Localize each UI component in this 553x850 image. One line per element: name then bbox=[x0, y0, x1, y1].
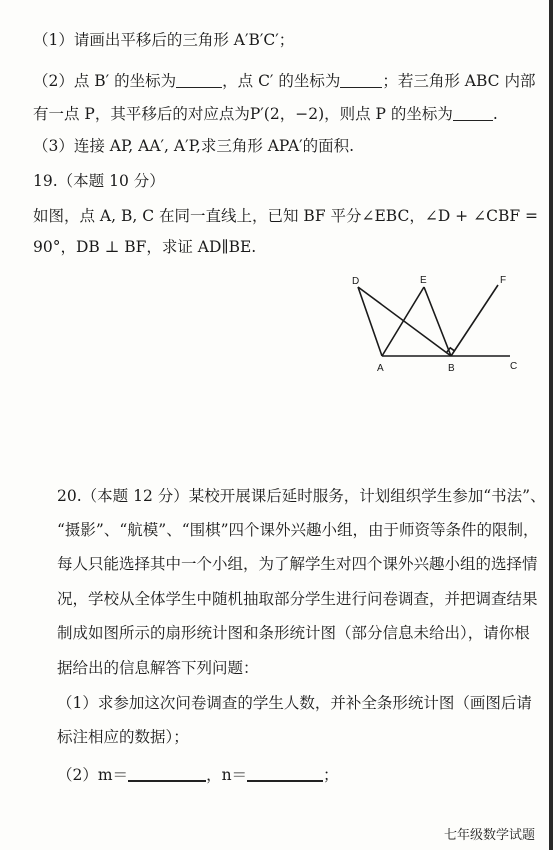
q20-line2: “摄影”、“航模”、“围棋”四个课外兴趣小组，由于师资等条件的限制， bbox=[57, 521, 539, 539]
segment-BF bbox=[451, 285, 498, 356]
q19-text-line1: 如图，点 A, B, C 在同一直线上，已知 BF 平分∠EBC，∠D + ∠CBF = bbox=[33, 207, 539, 225]
q20-line4: 况，学校从全体学生中随机抽取部分学生进行问卷调查，并把调查结果 bbox=[57, 590, 538, 608]
q18-part2-text-c: ；若三角形 ABC 内部 bbox=[382, 72, 536, 90]
answer-blank-m bbox=[128, 764, 206, 782]
q18-part1: （1）请画出平移后的三角形 A′B′C′； bbox=[33, 31, 295, 49]
q19-header: 19.（本题 10 分） bbox=[33, 172, 165, 190]
answer-blank-n bbox=[247, 764, 323, 782]
q20-sub2 bbox=[57, 764, 339, 785]
q18-part2-text-d: 有一点 P，其平移后的对应点为P′(2，−2)，则点 P 的坐标为 bbox=[33, 105, 453, 123]
label-A: A bbox=[377, 363, 384, 374]
q20-sub2-text-n: ，n＝ bbox=[206, 766, 248, 784]
q18-part3: （3）连接 AP, AA′, A′P,求三角形 APA′的面积. bbox=[33, 137, 355, 155]
q20-sub2-text-m: （2）m＝ bbox=[57, 766, 129, 784]
q20-line5: 制成如图所示的扇形统计图和条形统计图（部分信息未给出），请你根 bbox=[57, 624, 530, 642]
page-footer: 七年级数学试题 bbox=[443, 828, 535, 843]
answer-blank-c-prime bbox=[340, 71, 382, 88]
q18-part2-line1 bbox=[33, 71, 535, 91]
label-D: D bbox=[352, 276, 360, 287]
q20-sub1-line2: 标注相应的数据）； bbox=[57, 728, 189, 746]
q18-part2-text-b: ，点 C′ 的坐标为 bbox=[222, 72, 341, 90]
q18-part2-text-e: . bbox=[492, 105, 498, 123]
q20-line1: 20.（本题 12 分）某校开展课后延时服务，计划组织学生参加“书法”、 bbox=[57, 487, 546, 505]
q20-sub2-text-end: ； bbox=[323, 766, 339, 784]
q18-part2-text-a: （2）点 B′ 的坐标为 bbox=[33, 72, 177, 90]
page-edge-shadow bbox=[549, 0, 553, 850]
q20-line3: 每人只能选择其中一个小组，为了解学生对四个课外兴趣小组的选择情 bbox=[57, 555, 538, 573]
label-F: F bbox=[500, 275, 507, 286]
segment-DA bbox=[358, 287, 382, 356]
q19-geometry-figure bbox=[340, 265, 530, 375]
label-C: C bbox=[510, 361, 518, 372]
q19-text-line2: 90°，DB ⊥ BF，求证 AD∥BE. bbox=[33, 238, 257, 256]
q20-sub1-line1: （1）求参加这次问卷调查的学生人数，并补全条形统计图（画图后请 bbox=[57, 694, 532, 712]
answer-blank-b-prime bbox=[176, 71, 222, 88]
segment-AE bbox=[382, 287, 424, 356]
q20-line6: 据给出的信息解答下列问题： bbox=[57, 659, 259, 677]
label-B: B bbox=[448, 363, 455, 374]
q18-part2-line2 bbox=[33, 104, 498, 124]
label-E: E bbox=[420, 275, 427, 286]
answer-blank-p bbox=[453, 104, 493, 121]
